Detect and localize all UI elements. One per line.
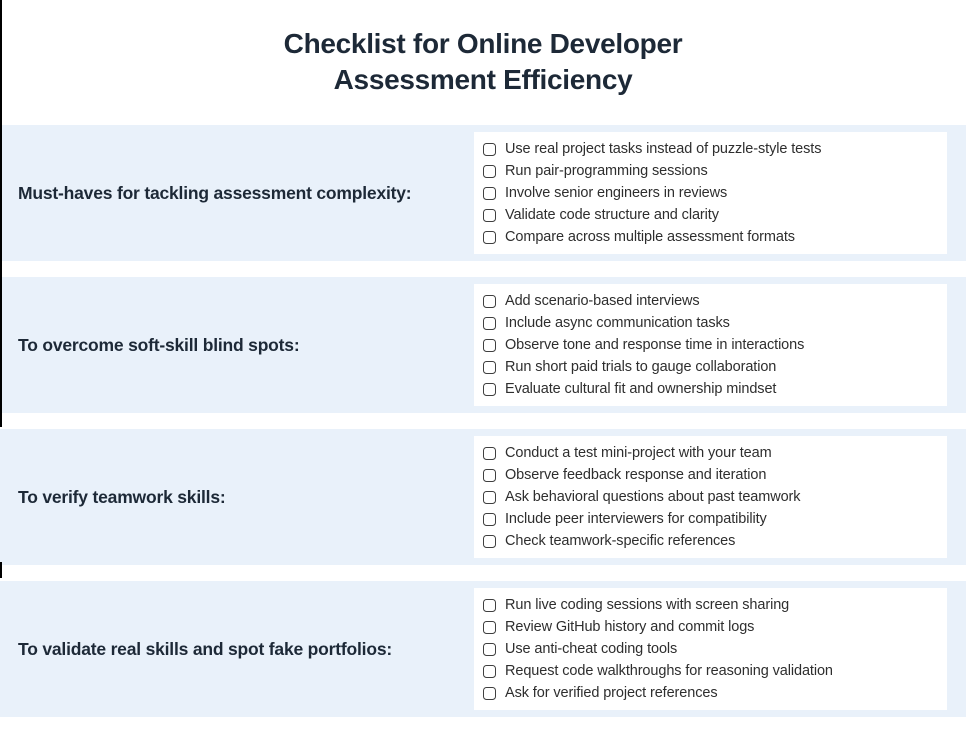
checklist-item-label: Ask behavioral questions about past teamwork: [505, 489, 801, 505]
page-title: [0, 26, 966, 98]
checklist-item-label: Ask for verified project references: [505, 685, 718, 701]
checklist-item-label: Run live coding sessions with screen sharing: [505, 597, 790, 613]
checklist-item-label: Involve senior engineers in reviews: [505, 185, 728, 201]
items-card: [474, 588, 947, 710]
section-label-wrap: [0, 183, 474, 204]
checklist-item: [483, 334, 939, 356]
checkbox[interactable]: [483, 317, 496, 330]
checkbox[interactable]: [483, 383, 496, 396]
checkbox[interactable]: [483, 295, 496, 308]
section-validate-real-skills: [0, 581, 966, 717]
checklist-item: [483, 638, 939, 660]
checkbox[interactable]: [483, 535, 496, 548]
checkbox[interactable]: [483, 599, 496, 612]
checkbox[interactable]: [483, 513, 496, 526]
checkbox[interactable]: [483, 491, 496, 504]
section-label: To verify teamwork skills:: [18, 486, 226, 507]
checklist-item: [483, 508, 939, 530]
checklist-item: [483, 204, 939, 226]
checklist-item-label: Add scenario-based interviews: [505, 293, 700, 309]
checklist-item: [483, 182, 939, 204]
checklist-item: [483, 378, 939, 400]
checklist-item: [483, 290, 939, 312]
section-assessment-complexity: [0, 125, 966, 261]
checkbox[interactable]: [483, 165, 496, 178]
section-label: To validate real skills and spot fake portfolios:: [18, 638, 392, 659]
checkbox[interactable]: [483, 687, 496, 700]
section-teamwork-skills: [0, 429, 966, 565]
checklist-item: [483, 442, 939, 464]
checklist-item-label: Request code walkthroughs for reasoning validation: [505, 663, 833, 679]
checklist-item: [483, 226, 939, 248]
checklist-item: [483, 616, 939, 638]
checklist-item: [483, 682, 939, 704]
checkbox[interactable]: [483, 621, 496, 634]
checkbox[interactable]: [483, 187, 496, 200]
section-label-wrap: [0, 639, 474, 660]
checkbox[interactable]: [483, 339, 496, 352]
title-block: [0, 0, 966, 125]
items-card: [474, 284, 947, 406]
checklist-item-label: Observe tone and response time in interactions: [505, 337, 805, 353]
checklist-item-label: Include peer interviewers for compatibility: [505, 511, 767, 527]
checklist-item: [483, 160, 939, 182]
section-label: To overcome soft-skill blind spots:: [18, 334, 300, 355]
section-soft-skill-blind-spots: [0, 277, 966, 413]
section-label-wrap: [0, 335, 474, 356]
checkbox[interactable]: [483, 643, 496, 656]
checklist-item-label: Run pair-programming sessions: [505, 163, 708, 179]
checklist-item-label: Run short paid trials to gauge collaboration: [505, 359, 777, 375]
checklist-item-label: Evaluate cultural fit and ownership mindset: [505, 381, 777, 397]
items-card: [474, 436, 947, 558]
checklist-sections: [0, 125, 966, 717]
checklist-item: [483, 530, 939, 552]
section-label: Must-haves for tackling assessment complexity:: [18, 182, 412, 203]
checklist-item: [483, 660, 939, 682]
checklist-item-label: Validate code structure and clarity: [505, 207, 719, 223]
checkbox[interactable]: [483, 447, 496, 460]
checklist-item: [483, 312, 939, 334]
page-title-line-1: Checklist for Online Developer: [283, 28, 683, 59]
checklist-item-label: Check teamwork-specific references: [505, 533, 736, 549]
checkbox[interactable]: [483, 665, 496, 678]
checklist-item: [483, 464, 939, 486]
checklist-item: [483, 356, 939, 378]
checklist-item-label: Review GitHub history and commit logs: [505, 619, 755, 635]
checklist-item-label: Compare across multiple assessment formats: [505, 229, 795, 245]
checklist-item-label: Conduct a test mini-project with your team: [505, 445, 772, 461]
left-edge-line-middle: [0, 562, 2, 578]
checkbox[interactable]: [483, 469, 496, 482]
checklist-item-label: Use real project tasks instead of puzzle-style tests: [505, 141, 822, 157]
checkbox[interactable]: [483, 361, 496, 374]
checklist-item: [483, 486, 939, 508]
checkbox[interactable]: [483, 231, 496, 244]
section-label-wrap: [0, 487, 474, 508]
items-card: [474, 132, 947, 254]
checklist-item-label: Include async communication tasks: [505, 315, 730, 331]
checklist-item: [483, 138, 939, 160]
checklist-item-label: Observe feedback response and iteration: [505, 467, 767, 483]
checklist-item-label: Use anti-cheat coding tools: [505, 641, 678, 657]
checkbox[interactable]: [483, 143, 496, 156]
page-title-line-2: Assessment Efficiency: [333, 64, 633, 95]
left-edge-line-top: [0, 0, 2, 427]
checklist-item: [483, 594, 939, 616]
checkbox[interactable]: [483, 209, 496, 222]
